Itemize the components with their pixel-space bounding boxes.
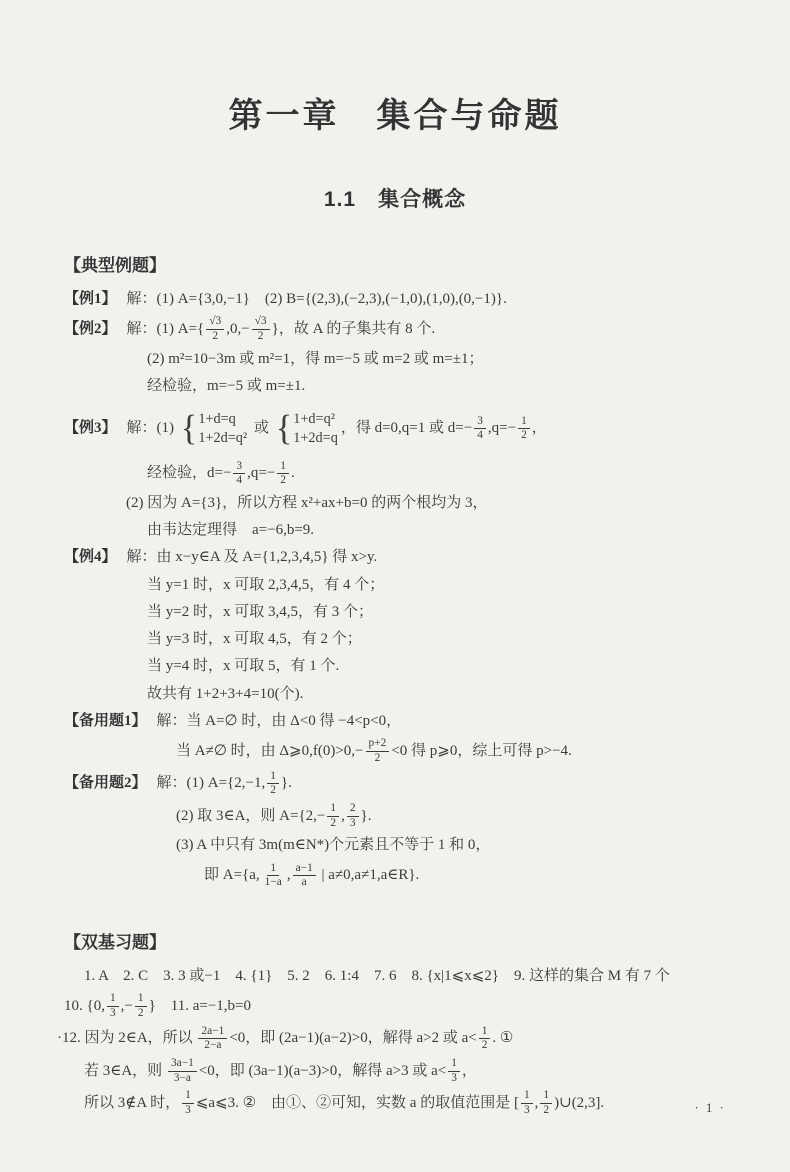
- reserve-problem-1-label: 【备用题1】: [64, 712, 147, 729]
- solution-line: [64, 574, 764, 597]
- solution-text: 当 A≠∅ 时，由 Δ⩾0,f(0)>0,− $\frac{p+2}{2}$ <0 得 p⩾0，综上可得 p>−4.: [176, 737, 572, 764]
- solution-line: [64, 683, 764, 706]
- example-2-label: 【例2】: [64, 320, 117, 337]
- solution-text: 当 y=3 时，x 可取 4,5，有 2 个；: [147, 631, 362, 648]
- solution-text: (3) A 中只有 3m(m∈N*)个元素且不等于 1 和 0，: [176, 837, 491, 854]
- exercise-text: 10. {0, $\frac{1}{3}$ ,− $\frac{1}{2}$ } 11. a=−1,b=0: [64, 992, 252, 1019]
- example-3-label: 【例3】: [64, 420, 117, 437]
- exercise-line: [64, 1089, 764, 1117]
- solution-text: 解：(1) A={ $\frac{√3}{2}$ ,0,− $\frac{√3}{2}$ }，故 A 的子集共有 8 个.: [126, 315, 436, 342]
- exercise-text: ·12. 因为 2∈A，所以 $\frac{2a-1}{2-a}$ <0，即 (2a−1)(a−2)>0，解得 a>2 或 a< $\frac{1}{2}$ . ①: [57, 1024, 514, 1052]
- exercise-text: 若 3∈A，则 $\frac{3a-1}{3-a}$ <0，即 (3a−1)(a−3)>0，解得 a>3 或 a< $\frac{1}{3}$ ，: [84, 1056, 477, 1084]
- solution-line: [64, 348, 764, 371]
- solution-text: 即 A={a, $\frac{1}{1-a}$ , $\frac{a-1}{a}$ | a≠0,a≠1,a∈R}.: [204, 861, 420, 889]
- page-content: [0, 251, 790, 1118]
- solution-text: (2) 因为 A={3}，所以方程 x²+ax+b=0 的两个根均为 3，: [126, 494, 488, 511]
- solution-text: 解：当 A=∅ 时，由 Δ<0 得 −4<p<0，: [156, 712, 402, 729]
- typical-examples-heading: 【典型例题】: [64, 256, 166, 275]
- solution-line: [64, 288, 764, 311]
- solution-line: [64, 460, 764, 488]
- solution-text: 当 y=2 时，x 可取 3,4,5，有 3 个；: [147, 603, 373, 620]
- page-number: · 1 ·: [694, 1100, 726, 1115]
- solution-text: 解：(1) A={2,−1, $\frac{1}{2}$ }.: [156, 769, 292, 797]
- solution-text: 当 y=1 时，x 可取 2,3,4,5，有 4 个；: [147, 576, 385, 593]
- solution-text: 解：由 x−y∈A 及 A={1,2,3,4,5} 得 x>y.: [126, 549, 378, 566]
- exercise-line: [64, 992, 764, 1020]
- solution-text: 解：(1) { 1+d=q 1+2d=q² 或 { 1+d=q² 1+2d=q ，得 d=0,q=1 或 d=− $\frac{3}{4}$ ,q=− $\frac{1}{2}$ ，: [126, 408, 547, 449]
- solution-text: (2) 取 3∈A，则 A={2,− $\frac{1}{2}$ , $\frac{2}{3}$ }.: [176, 801, 372, 829]
- solution-text: 当 y=4 时，x 可取 5，有 1 个.: [147, 658, 340, 675]
- solution-line: [64, 315, 764, 343]
- solution-line: [64, 862, 764, 890]
- solution-line: [64, 834, 764, 857]
- solution-text: 故共有 1+2+3+4=10(个).: [147, 685, 304, 702]
- solution-line: [64, 737, 764, 765]
- chapter-title: 第一章 集合与命题: [228, 97, 562, 135]
- solution-line: [64, 710, 764, 733]
- solution-text: 经检验，m=−5 或 m=±1.: [147, 377, 306, 394]
- example-1-label: 【例1】: [64, 291, 117, 307]
- solution-line: [64, 546, 764, 569]
- solution-text: 由韦达定理得 a=−6,b=9.: [147, 522, 315, 539]
- typical-examples-section: [64, 251, 764, 890]
- solution-text: 解：(1) A={3,0,−1} (2) B={(2,3),(−2,3),(−1,0),(1,0),(0,−1)}.: [126, 291, 507, 307]
- solution-line: [64, 601, 764, 624]
- solution-line: [64, 770, 764, 798]
- solution-line: [64, 655, 764, 678]
- solution-line: [64, 492, 764, 515]
- exercise-line: [57, 1025, 764, 1053]
- solution-line: [64, 802, 764, 830]
- solution-line: [64, 375, 764, 398]
- solution-line: [64, 519, 764, 542]
- basic-exercises-heading: 【双基习题】: [64, 932, 166, 952]
- example-4-label: 【例4】: [64, 549, 117, 566]
- solution-text: (2) m²=10−3m 或 m²=1，得 m=−5 或 m=2 或 m=±1；: [147, 350, 484, 367]
- reserve-problem-2-label: 【备用题2】: [64, 775, 147, 792]
- solution-line: [64, 402, 764, 455]
- section-title: 1.1 集合概念: [323, 188, 467, 211]
- solution-text: 经检验，d=− $\frac{3}{4}$ ,q=− $\frac{1}{2}$ .: [147, 459, 295, 487]
- solution-line: [64, 628, 764, 651]
- exercise-text: 1. A 2. C 3. 3 或−1 4. {1} 5. 2 6. 1:4 7. 6 8. {x|1⩽x⩽2} 9. 这样的集合 M 有 7 个: [84, 967, 670, 984]
- exercise-text: 所以 3∉A 时， $\frac{1}{3}$ ⩽a⩽3. ② 由①、②可知，实数 a 的取值范围是 [ $\frac{1}{3}$ , $\frac{1}{2}$ )∪(2,3].: [84, 1089, 605, 1117]
- exercise-line: [64, 1057, 764, 1085]
- exercise-line: [64, 965, 764, 988]
- basic-exercises-section: [57, 928, 764, 1118]
